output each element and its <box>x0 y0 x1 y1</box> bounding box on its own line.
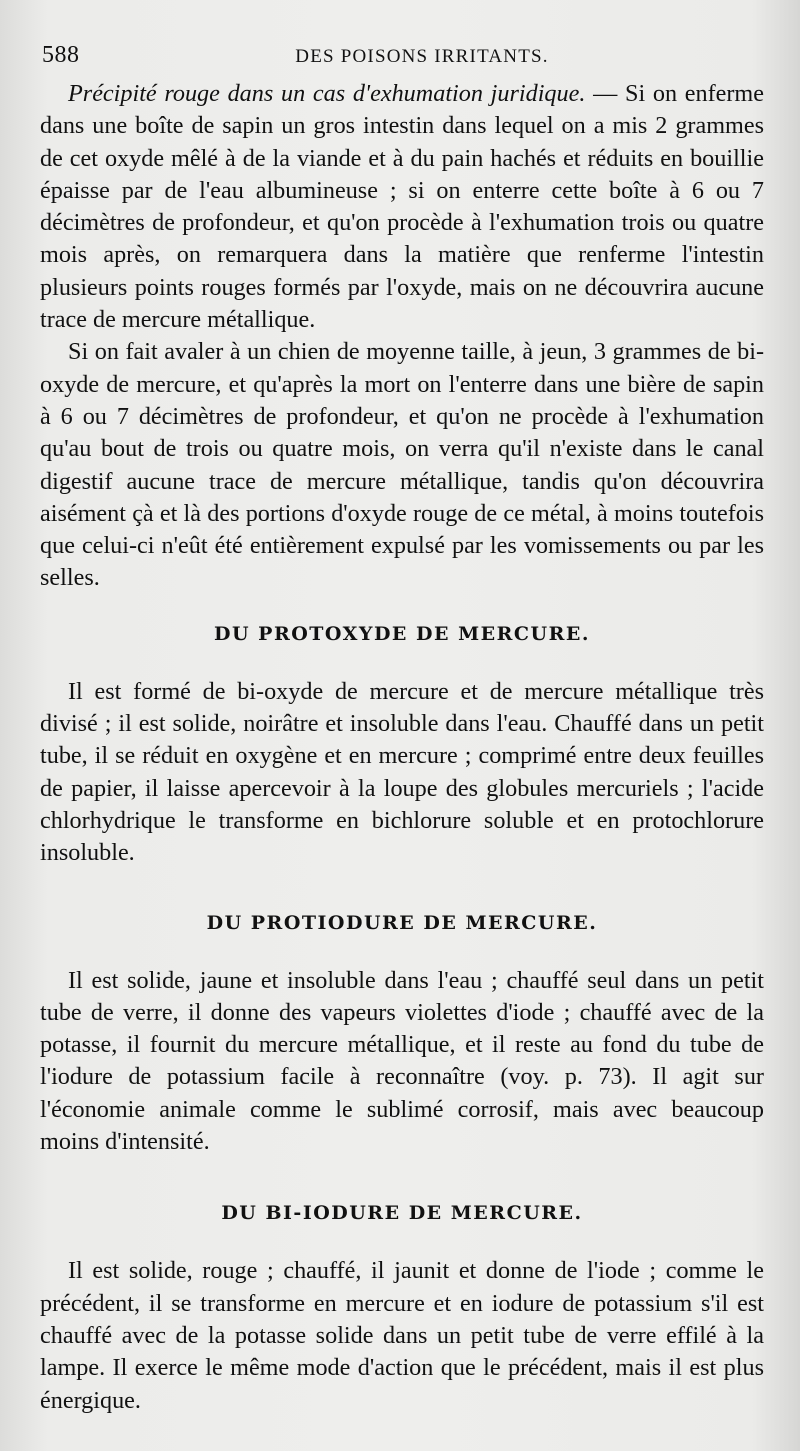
section-title-protiodure: DU PROTIODURE DE MERCURE. <box>206 911 598 934</box>
page-number: 588 <box>42 42 80 68</box>
section-title-protoxyde: DU PROTOXYDE DE MERCURE. <box>214 622 590 645</box>
paragraph-bi-iodure: Il est solide, rouge ; chauffé, il jaunit et donne de l'iode ; comme le précédent, il se transforme en mercure et en iodure de potassium s'il est chauffé avec de la potasse solide dans un petit tube de verre effilé à la lampe. Il exerce le même mode d'action que le précédent, mais il est plus énergique. <box>40 1257 764 1414</box>
paragraph-dog-experiment: Si on fait avaler à un chien de moyenne taille, à jeun, 3 grammes de bi-oxyde de mercure, et qu'après la mort on l'enterre dans une bière de sapin à 6 ou 7 décimètres de profondeur, et qu'on ne procède à l'exhumation qu'au bout de trois ou quatre mois, on verra qu'il n'existe dans le canal digestif aucune trace de mercure métallique, tandis qu'on découvrira aisément çà et là des portions d'oxyde rouge de ce métal, à moins toutefois que celui-ci n'eût été entièrement expulsé par les vomissements ou par les selles. <box>40 338 764 592</box>
paragraph-lead-italic: Précipité rouge dans un cas d'exhumation juridique. <box>68 80 586 107</box>
running-head: DES POISONS IRRITANTS. <box>295 46 549 67</box>
section-title-bi-iodure: DU BI-IODURE DE MERCURE. <box>221 1202 583 1225</box>
paragraph-protoxyde: Il est formé de bi-oxyde de mercure et de mercure métallique très divisé ; il est solide, noirâtre et insoluble dans l'eau. Chauffé dans un petit tube, il se réduit en oxygène et en mercure ; comprimé entre deux feuilles de papier, il laisse apercevoir à la loupe des globules mercuriels ; l'acide chlorhydrique le transforme en bichlorure soluble et en protochlorure insoluble. <box>40 677 764 867</box>
page-header <box>40 36 764 78</box>
paragraph-exhumation <box>40 78 764 336</box>
paragraph-text: — Si on enferme dans une boîte de sapin un gros intestin dans lequel on a mis 2 grammes de cet oxyde mêlé à de la viande et à du pain hachés et réduits en bouillie épaisse par de l'eau albumineuse ; si on enterre cette boîte à 6 ou 7 décimètres de profondeur, et qu'on procède à l'exhumation trois ou quatre mois après, on remarquera dans la matière que renferme l'intestin plusieurs points rouges formés par l'oxyde, mais on ne découvrira aucune trace de mercure métallique. <box>40 80 764 334</box>
paragraph-protiodure: Il est solide, jaune et insoluble dans l'eau ; chauffé seul dans un petit tube de verre, il donne des vapeurs violettes d'iode ; chauffé avec de la potasse, il fournit du mercure métallique, et il reste au fond du tube de l'iodure de potassium facile à reconnaître (voy. p. 73). Il agit sur l'économie animale comme le sublimé corrosif, mais avec beaucoup moins d'intensité. <box>40 966 764 1156</box>
